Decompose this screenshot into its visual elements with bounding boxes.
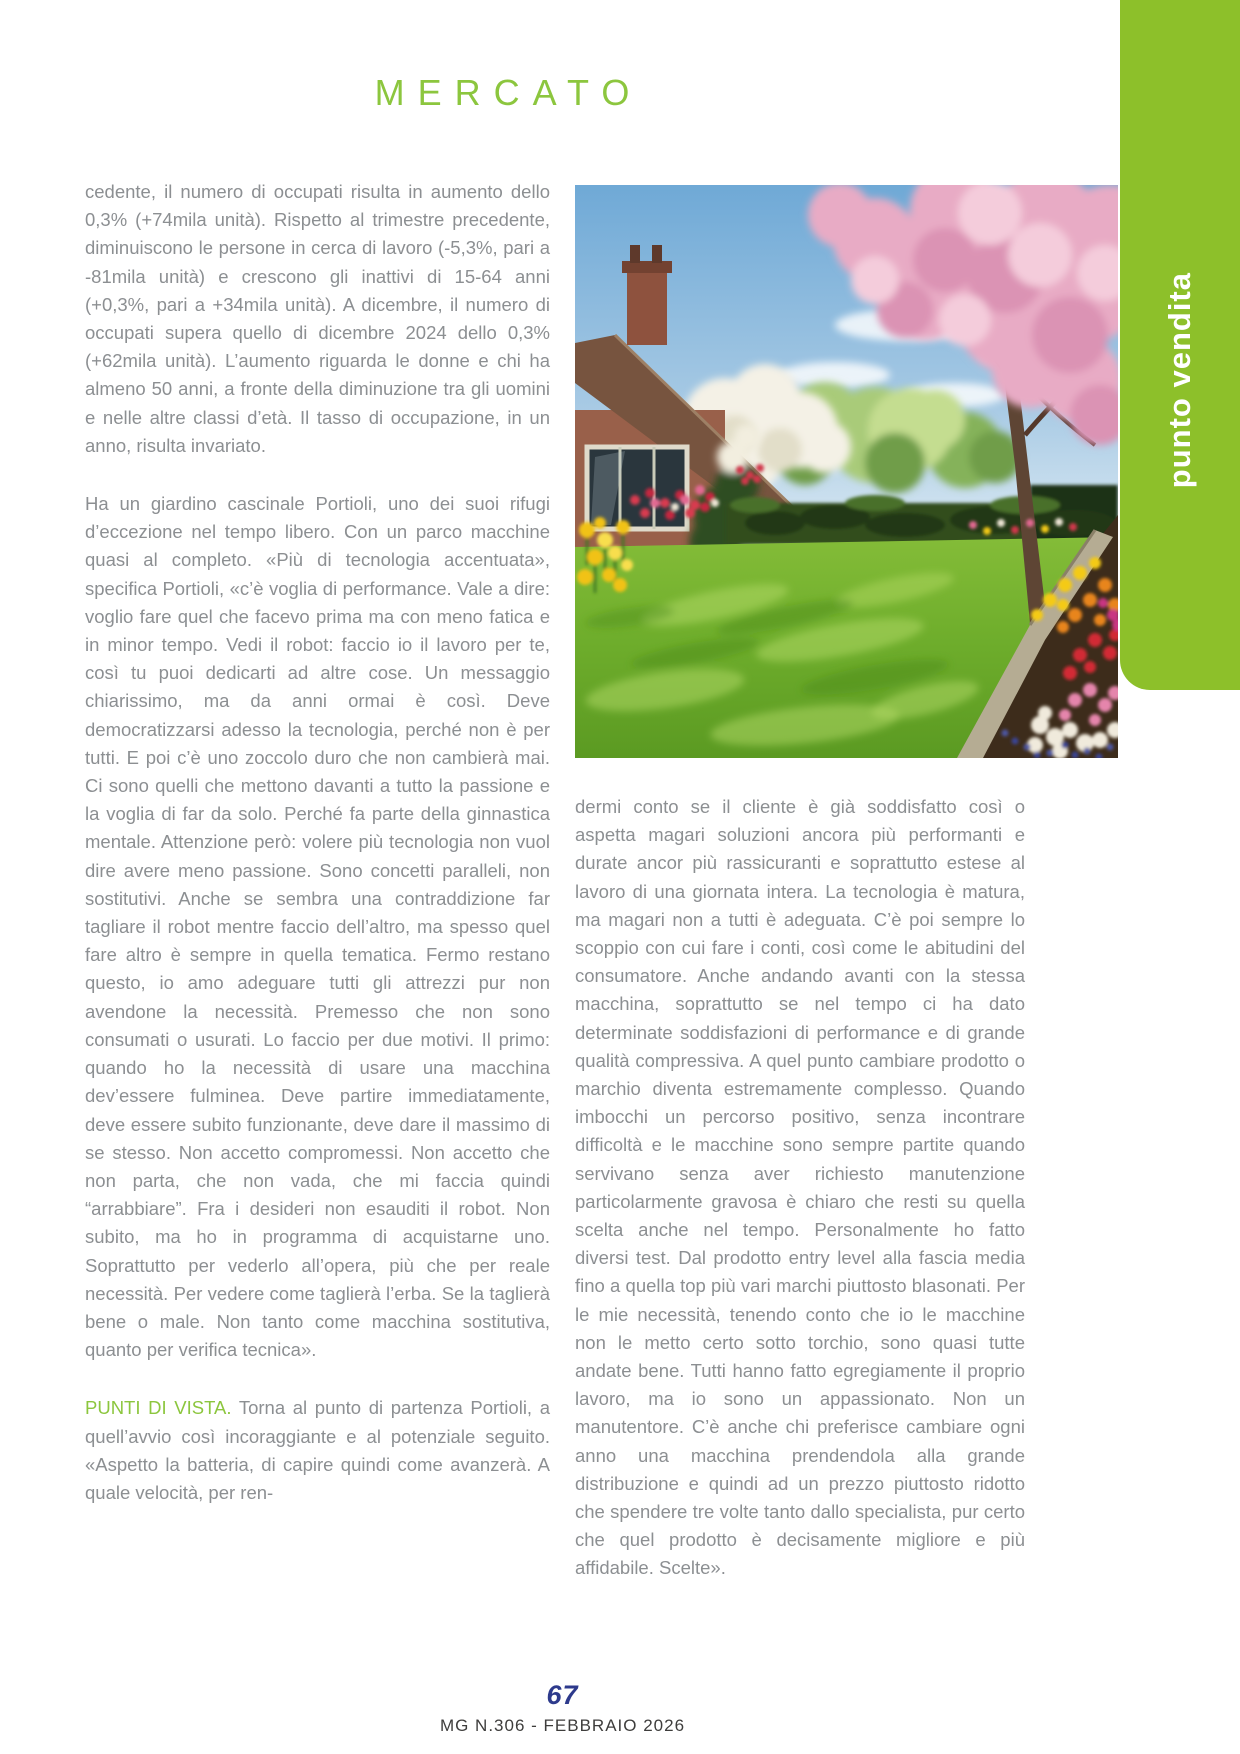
article-column-left <box>85 178 550 1537</box>
section-tab-label: punto vendita <box>1162 271 1197 489</box>
issue-label: MG N.306 - FEBBRAIO 2026 <box>439 1716 686 1735</box>
article-column-right <box>575 793 1025 1613</box>
paragraph-text: Torna al punto di partenza Portioli, a quell’avvio così incoraggiante e al potenziale seguito. «Aspetto la batteria, di capire quindi come avanzerà. A quale velocità, per ren- <box>85 1397 550 1503</box>
page-title: MERCATO <box>374 72 643 113</box>
section-tab <box>1120 0 1240 690</box>
paragraph-lead-in: PUNTI DI VISTA. <box>85 1397 232 1419</box>
page-number: 67 <box>546 1680 579 1710</box>
page-footer <box>85 1680 1040 1736</box>
paragraph <box>85 1394 550 1507</box>
garden-photo <box>575 185 1118 758</box>
paragraph: Ha un giardino cascinale Portioli, uno dei suoi rifugi d’eccezione nel tempo libero. Con un parco macchine quasi al completo. «Più di tecnologia accentuata», specifica Portioli, «c’è voglia di performance. Vale a dire: voglio fare quel che facevo prima ma con meno fatica e in minor tempo. Vedi il robot: faccio io il lavoro per te, così tu puoi dedicarti ad altre cose. Un messaggio chiarissimo, ma da anni ormai è così. Deve democratizzarsi adesso la tecnologia, perché non è per tutti. E poi c’è uno zoccolo duro che non cambierà mai. Ci sono quelli che mettono davanti a tutto la passione e la voglia di far da solo. Perché fa parte della ginnastica mentale. Attenzione però: volere più tecnologia non vuol dire avere meno passione. Sono concetti paralleli, non sostitutivi. Anche se sembra una contraddizione far tagliare il robot mentre faccio dell’altro, ma spesso quel fare altro è sempre in quella tematica. Fermo restano questo, io amo adeguare tutti gli attrezzi pur non avendone la necessità. Premesso che non sono consumati o usurati. Lo faccio per due motivi. Il primo: quando ho la necessità di usare una macchina dev’essere fulminea. Deve partire immediatamente, deve essere subito funzionante, deve dare il massimo di se stesso. Non accetto compromessi. Non accetto che non parta, che non vada, che mi faccia quindi “arrabbiare”. Fra i desideri non esauditi il robot. Non subito, ma ho in programma di acquistarne uno. Soprattutto per vederlo all’opera, più che per reale necessità. Per vedere come taglierà l’erba. Se la taglierà bene o male. Non tanto come macchina sostitutiva, quanto per verifica tecnica». <box>85 493 550 1361</box>
paragraph: cedente, il numero di occupati risulta in aumento dello 0,3% (+74mila unità). Rispetto al trimestre precedente, diminuiscono le persone in cerca di lavoro (-5,3%, pari a -81mila unità) e crescono gli inattivi di 15-64 anni (+0,3%, pari a +34mila unità). A dicembre, il numero di occupati supera quello di dicembre 2024 dello 0,3% (+62mila unità). L’aumento riguarda le donne e chi ha almeno 50 anni, a fronte della diminuzione tra gli uomini e nelle altre classi d’età. Il tasso di occupazione, in un anno, risulta invariato. <box>85 181 550 456</box>
garden-photo-illustration <box>575 185 1118 758</box>
paragraph: dermi conto se il cliente è già soddisfatto così o aspetta magari soluzioni ancora più performanti e durate ancor più rassicuranti e soprattutto estese al lavoro di una giornata intera. La tecnologia è matura, ma magari non a tutti è adeguata. C’è poi sempre lo scoppio con cui fare i conti, così come le abitudini del consumatore. Anche andando avanti con la stessa macchina, soprattutto se nel tempo ci ha dato determinate soddisfazioni di performance e di grande qualità compressiva. A quel punto cambiare prodotto o marchio diventa estremamente complesso. Quando imbocchi un percorso positivo, senza incontrare difficoltà e le macchine sono sempre partite quando servivano senza aver richiesto manutenzione particolarmente gravosa è chiaro che resti su quella scelta anche nel tempo. Personalmente ho fatto diversi test. Dal prodotto entry level alla fascia media fino a quella top più vari marchi piuttosto blasonati. Per le mie necessità, tenendo conto che io le macchine non le metto certo sotto torchio, sono quasi tutte andate bene. Tutti hanno fatto egregiamente il proprio lavoro, ma io sono un appassionato. Non un manutentore. C’è anche chi preferisce cambiare ogni anno una macchina prendendola alla grande distribuzione e quindi ad un prezzo piuttosto ridotto che spendere tre volte tanto dallo specialista, pur certo che quel prodotto è decisamente migliore e più affidabile. Scelte». <box>575 796 1025 1579</box>
